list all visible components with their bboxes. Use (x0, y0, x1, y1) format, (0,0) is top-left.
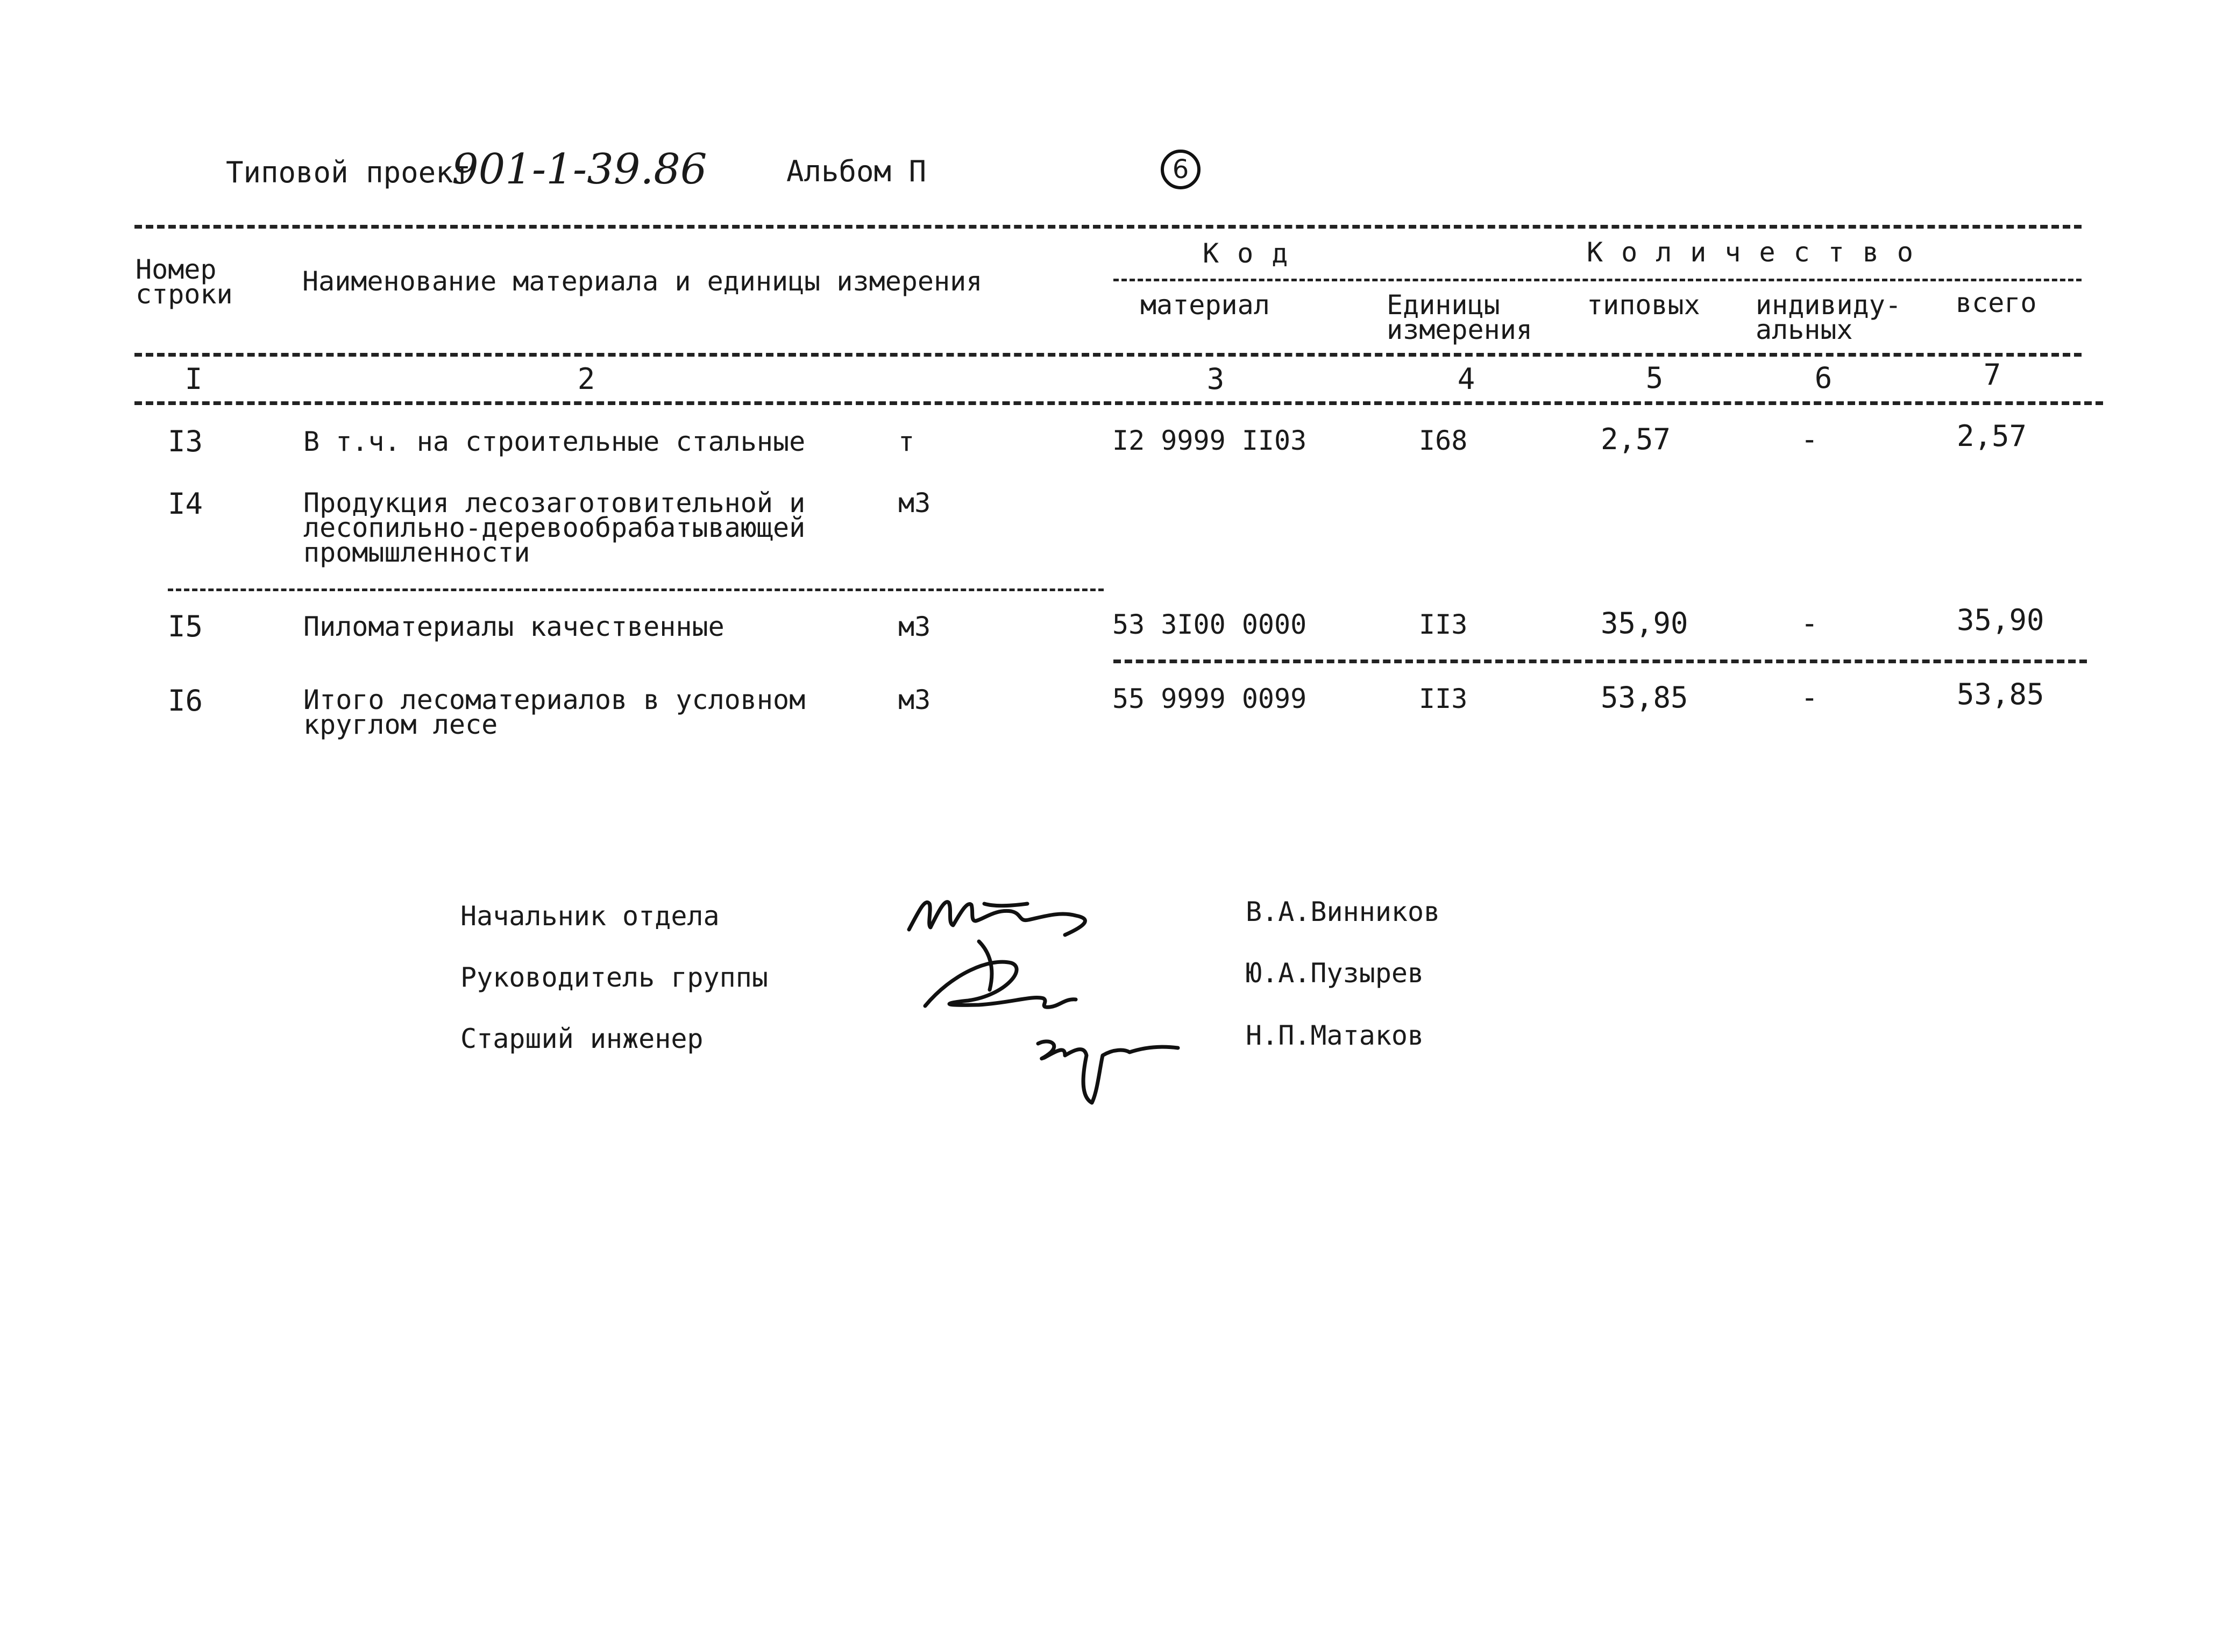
signature-role: Руководитель группы (460, 962, 768, 993)
row-qty-total: 2,57 (1957, 419, 2027, 453)
row-unit: м3 (898, 611, 931, 642)
total-separator-rule (1113, 660, 2087, 663)
row-name: Пиломатериалы качественные (303, 611, 725, 642)
row-unit-code: I68 (1419, 425, 1468, 456)
row-separator-rule (168, 589, 1104, 591)
signature-name: Н.П.Матаков (1246, 1020, 1424, 1051)
row-number: I6 (168, 684, 203, 718)
row-unit-code: II3 (1419, 683, 1468, 714)
row-name: Продукция лесозаготовительной и лесопильно-деревообрабатывающей промышленности (303, 487, 806, 568)
header-quantity: Количество (1587, 237, 1932, 268)
header-code-material: материал (1140, 289, 1270, 321)
page-mark: 6 (1161, 150, 1201, 189)
table-top-rule (134, 225, 2082, 229)
signature-role: Старший инженер (460, 1023, 704, 1054)
row-number: I3 (168, 424, 203, 458)
column-number-4: 4 (1457, 362, 1475, 396)
row-unit: м3 (898, 487, 931, 519)
header-bottom-rule (134, 353, 2082, 357)
signature-name: Ю.А.Пузырев (1246, 958, 1424, 989)
row-name: В т.ч. на строительные стальные (303, 426, 806, 457)
header-qty-individual: индивиду- альных (1756, 289, 1901, 345)
row-qty-typical: 35,90 (1601, 606, 1688, 640)
column-number-7: 7 (1983, 358, 2001, 392)
header-row-number: Номер строки (136, 254, 233, 310)
row-unit: т (898, 426, 915, 457)
header-name: Наименование материала и единицы измерения (302, 266, 983, 297)
row-qty-individual: - (1801, 422, 1819, 456)
row-qty-total: 35,90 (1957, 603, 2044, 637)
row-qty-individual: - (1801, 606, 1819, 640)
column-number-5: 5 (1645, 361, 1664, 395)
column-numbers-rule (134, 401, 2103, 405)
row-qty-typical: 2,57 (1601, 422, 1671, 456)
header-code-unit: Единицы измерения (1387, 289, 1532, 345)
row-code: I2 9999 II03 (1112, 425, 1307, 456)
column-number-6: 6 (1814, 361, 1833, 395)
row-unit: м3 (898, 684, 931, 715)
header-qty-typical: типовых (1587, 289, 1700, 321)
column-number-2: 2 (577, 362, 595, 396)
album-label: Альбом П (786, 154, 927, 188)
row-unit-code: II3 (1419, 609, 1468, 640)
signature-name: В.А.Винников (1246, 896, 1440, 927)
row-name: Итого лесоматериалов в условном круглом лесе (303, 684, 806, 740)
column-number-1: I (184, 362, 203, 396)
row-number: I5 (168, 609, 203, 643)
row-qty-total: 53,85 (1957, 677, 2044, 711)
row-code: 53 3I00 0000 (1112, 609, 1307, 640)
row-code: 55 9999 0099 (1112, 683, 1307, 714)
row-number: I4 (168, 487, 203, 521)
header-sub-rule (1113, 279, 2082, 281)
signature-role: Начальник отдела (460, 901, 720, 932)
header-qty-total: всего (1956, 287, 2037, 318)
project-number: 901-1-39.86 (452, 145, 707, 194)
column-number-3: 3 (1206, 362, 1225, 396)
handwritten-signatures (904, 888, 1183, 1114)
header-code: Код (1203, 238, 1306, 269)
row-qty-individual: - (1801, 680, 1819, 714)
project-label: Типовой проект (226, 155, 471, 189)
row-qty-typical: 53,85 (1601, 680, 1688, 714)
